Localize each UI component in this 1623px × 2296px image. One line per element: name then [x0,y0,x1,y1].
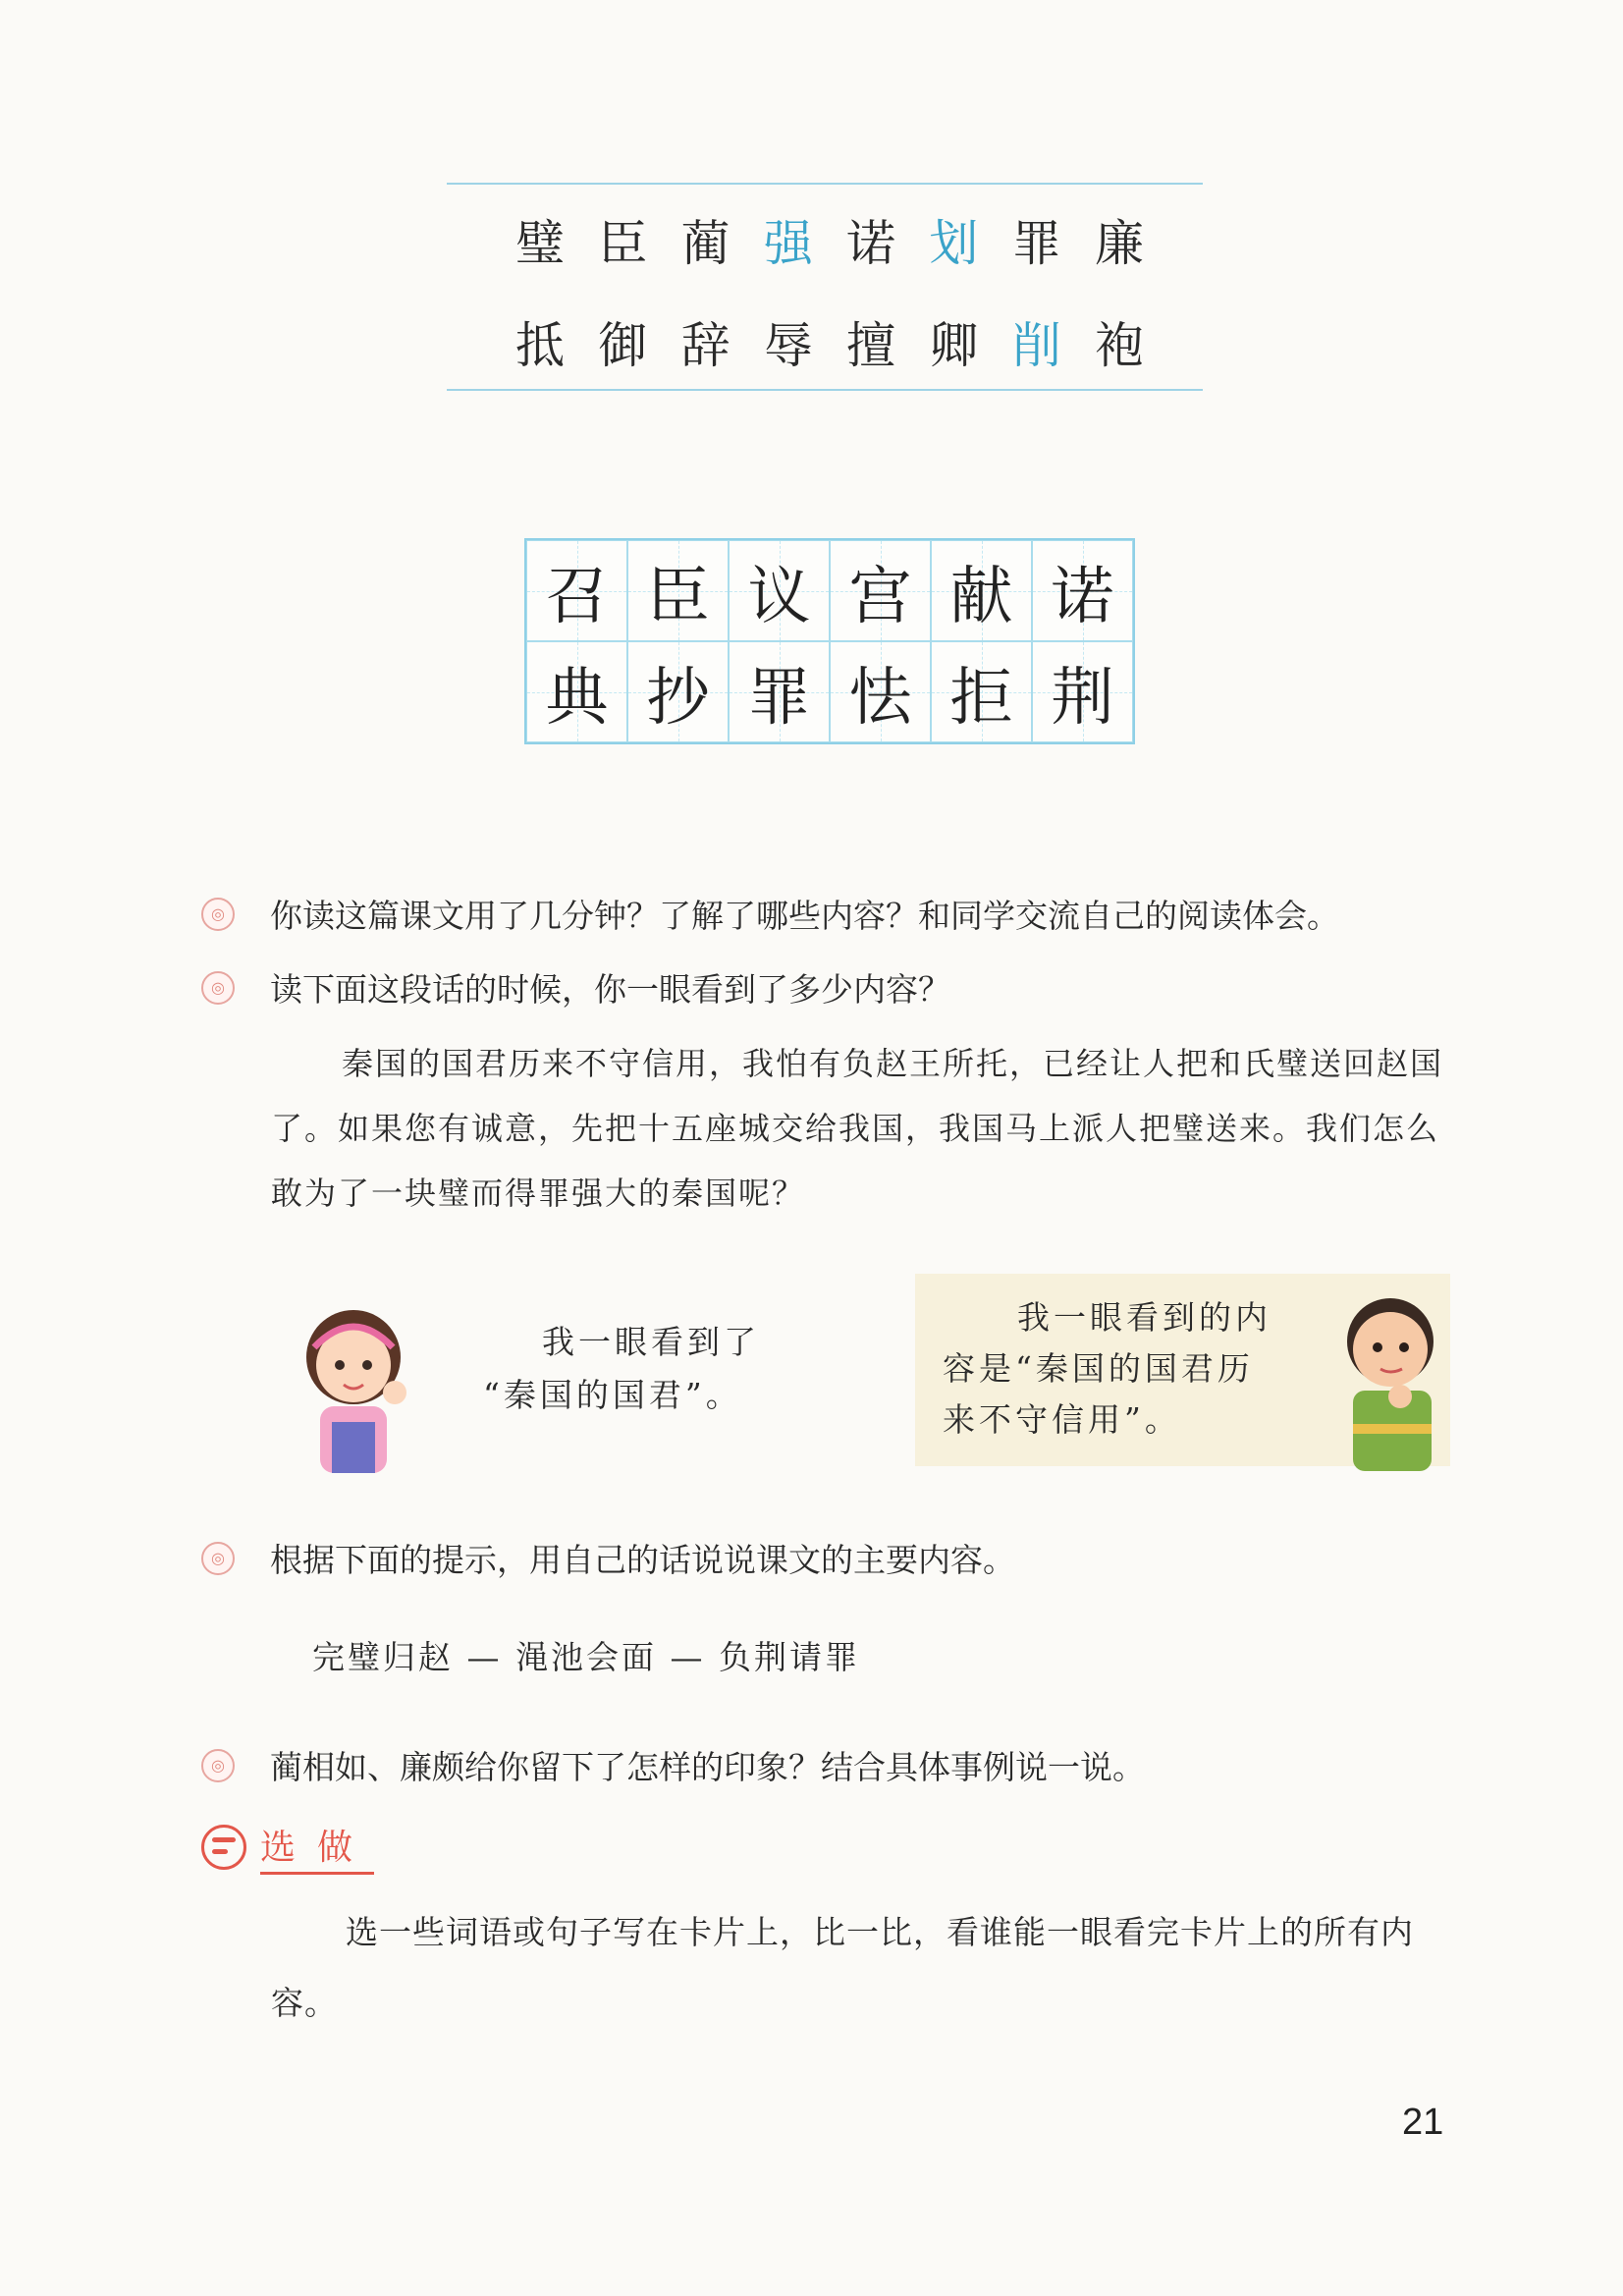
reading-passage [271,1031,1469,1226]
write-char: 典 [545,661,609,735]
recognize-char: 诺 [846,215,896,272]
grid-cell [627,641,729,742]
question-bullet-icon: ◎ [201,898,235,931]
question-bullet-icon: ◎ [201,1749,235,1782]
write-char: 抄 [646,661,710,735]
writing-grid [524,538,1135,744]
band-top-rule [447,183,1203,185]
question-bullet-icon: ◎ [201,1542,235,1575]
grid-cell [931,540,1032,641]
girl-speech [483,1316,760,1422]
question-2-text: 读下面这段话的时候，你一眼看到了多少内容？ [270,970,950,1009]
write-char: 怯 [848,661,912,735]
recognize-row-2 [511,306,1149,377]
boy-speech-line-3: 来不守信用”。 [943,1400,1181,1439]
passage-text: 秦国的国君历来不守信用，我怕有负赵王所托，已经让人把和氏璧送回赵国了。如果您有诚意，先把十五座城交给我国，我国马上派人把璧送来。我们怎么敢为了一块璧而得罪强大的秦国呢？ [271,1045,1444,1212]
write-char: 议 [747,560,811,633]
boy-illustration [1331,1286,1459,1471]
write-char: 拒 [949,661,1013,735]
recognize-char: 强 [763,215,813,272]
write-char: 罪 [747,661,811,735]
grid-cell [931,641,1032,742]
write-char: 献 [949,560,1013,633]
recognize-char: 臣 [598,215,648,272]
grid-cell [830,540,931,641]
question-1-text: 你读这篇课文用了几分钟？了解了哪些内容？和同学交流自己的阅读体会。 [270,897,1339,935]
recognize-characters-band [447,183,1203,391]
page-number: 21 [1402,2102,1444,2143]
optional-label: 选做 [260,1820,374,1875]
grid-cell [526,641,627,742]
grid-cell [830,641,931,742]
write-char: 荆 [1051,661,1114,735]
girl-illustration [281,1296,426,1473]
girl-speech-line-1: 我一眼看到了 [542,1323,760,1361]
grid-cell [729,641,830,742]
recognize-char: 卿 [929,317,979,374]
grid-cell [1032,641,1133,742]
question-3-text: 根据下面的提示，用自己的话说说课文的主要内容。 [270,1541,1015,1579]
grid-cell [627,540,729,641]
boy-speech-line-2: 容是“秦国的国君历 [943,1349,1254,1388]
recognize-row-1 [511,204,1149,275]
recognize-char: 廉 [1094,215,1144,272]
recognize-char: 御 [598,317,648,374]
write-char: 召 [545,560,609,633]
recognize-char: 罪 [1011,215,1061,272]
recognize-char: 璧 [515,215,565,272]
grid-cell [1032,540,1133,641]
boy-speech-line-1: 我一眼看到的内 [1017,1298,1271,1337]
recognize-char: 削 [1011,317,1061,374]
recognize-char: 袍 [1094,317,1144,374]
grid-cell [729,540,830,641]
recognize-char: 擅 [846,317,896,374]
question-1 [201,891,1339,937]
write-char: 宫 [848,560,912,633]
write-char: 臣 [646,560,710,633]
question-3 [201,1535,1015,1581]
band-bottom-rule [447,389,1203,391]
optional-task [271,1897,1469,2039]
grid-cell [526,540,627,641]
recognize-char: 辞 [680,317,730,374]
plot-hint: 完璧归赵 — 渑池会面 — 负荆请罪 [312,1638,860,1676]
boy-speech [943,1292,1271,1446]
optional-badge-icon [201,1825,246,1870]
question-2 [201,964,950,1011]
recognize-char: 划 [929,215,979,272]
recognize-char: 辱 [763,317,813,374]
girl-speech-line-2: “秦国的国君”。 [483,1376,742,1414]
optional-section-header [201,1820,374,1875]
write-char: 诺 [1051,560,1114,633]
question-bullet-icon: ◎ [201,971,235,1005]
recognize-char: 抵 [515,317,565,374]
optional-task-text: 选一些词语或句子写在卡片上，比一比，看谁能一眼看完卡片上的所有内容。 [271,1913,1414,2022]
recognize-char: 蔺 [680,215,730,272]
question-4 [201,1742,1145,1788]
question-4-text: 蔺相如、廉颇给你留下了怎样的印象？结合具体事例说一说。 [270,1748,1145,1786]
